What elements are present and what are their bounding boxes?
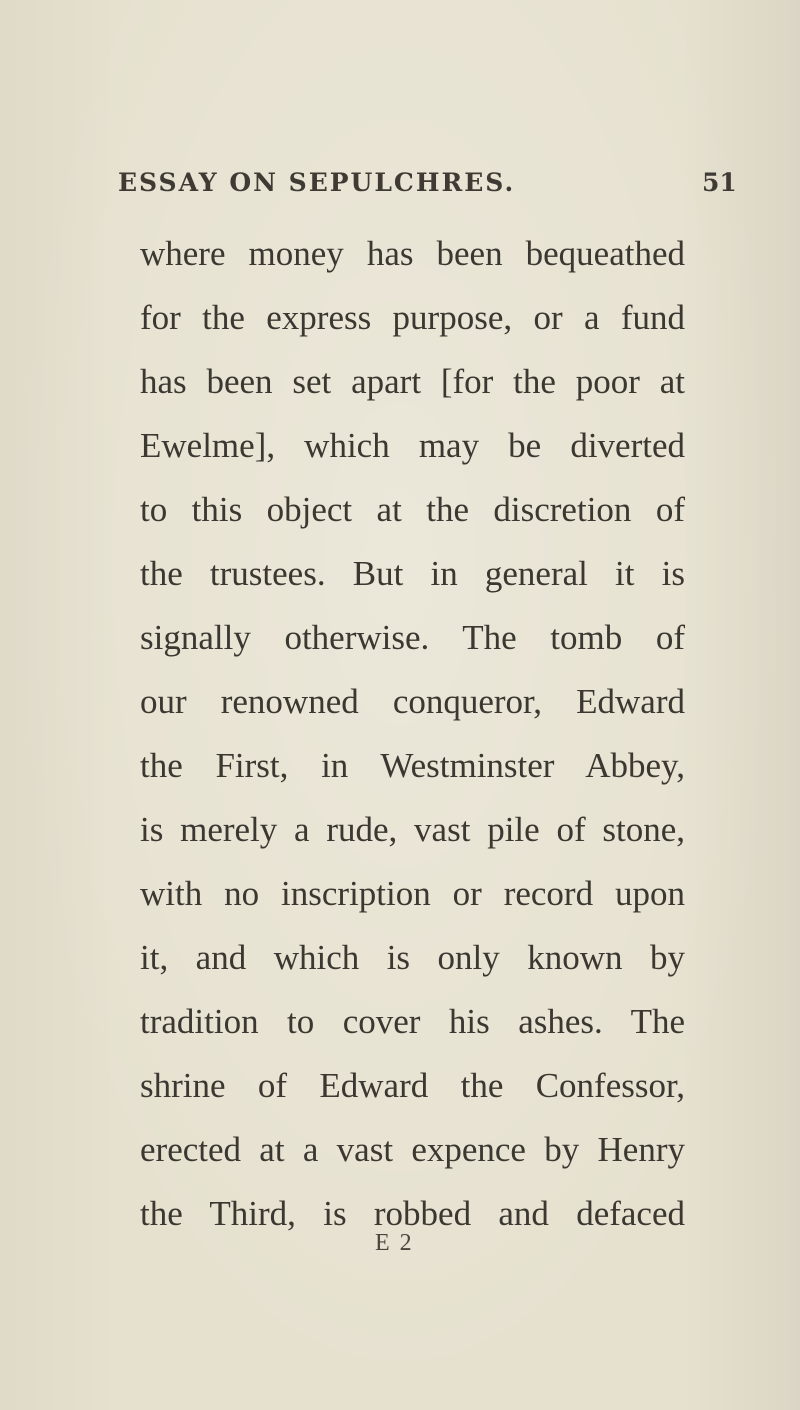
text-line: the First, in Westminster Abbey, bbox=[140, 746, 685, 785]
text-line: the Third, is robbed and defaced bbox=[140, 1194, 685, 1233]
page-number: 51 bbox=[702, 168, 737, 197]
signature-mark: E 2 bbox=[375, 1230, 414, 1256]
text-line: is merely a rude, vast pile of stone, bbox=[140, 810, 685, 849]
text-line: it, and which is only known by bbox=[140, 938, 685, 977]
text-line: our renowned conqueror, Edward bbox=[140, 682, 685, 721]
running-head-title: ESSAY ON SEPULCHRES. bbox=[118, 168, 516, 197]
text-line: signally otherwise. The tomb of bbox=[140, 618, 685, 657]
text-line: where money has been bequeathed bbox=[140, 234, 685, 273]
text-line: shrine of Edward the Confessor, bbox=[140, 1066, 685, 1105]
text-line: erected at a vast expence by Henry bbox=[140, 1130, 685, 1169]
body-text bbox=[140, 222, 685, 1246]
text-line: to this object at the discretion of bbox=[140, 490, 685, 529]
text-line: the trustees. But in general it is bbox=[140, 554, 685, 593]
text-line: tradition to cover his ashes. The bbox=[140, 1002, 685, 1041]
running-head bbox=[0, 168, 800, 208]
text-line: has been set apart [for the poor at bbox=[140, 362, 685, 401]
text-line: for the express purpose, or a fund bbox=[140, 298, 685, 337]
text-line: with no inscription or record upon bbox=[140, 874, 685, 913]
text-line: Ewelme], which may be diverted bbox=[140, 426, 685, 465]
